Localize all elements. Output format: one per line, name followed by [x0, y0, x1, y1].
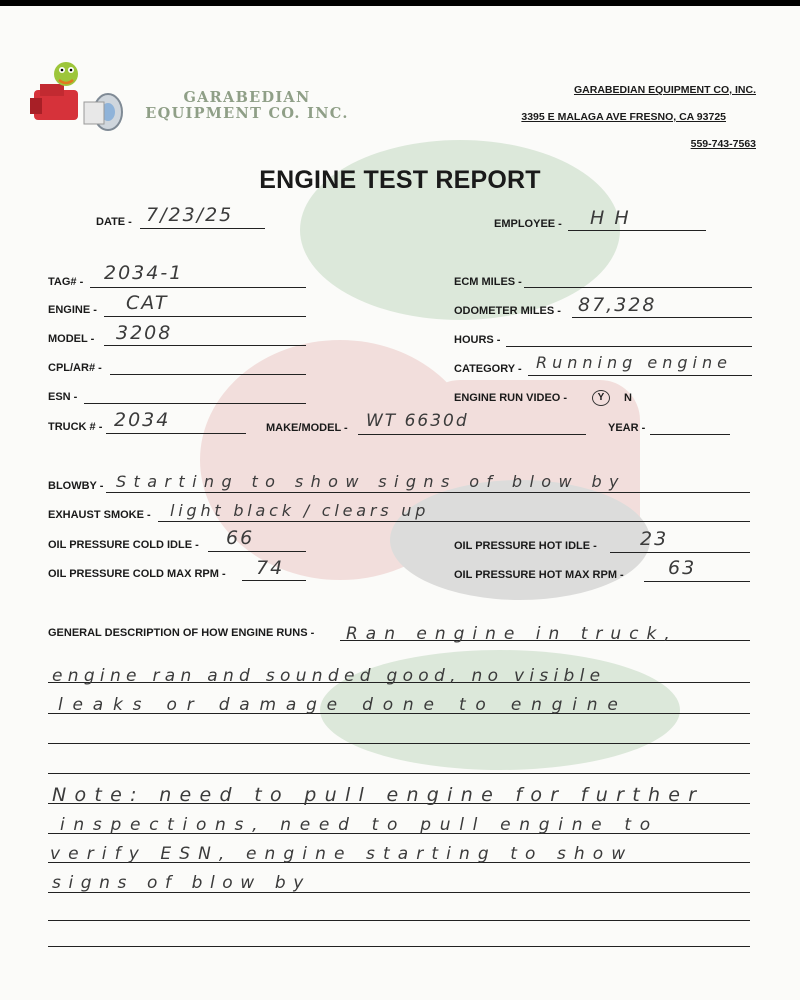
description-text[interactable]: Note: need to pull engine for further: [52, 784, 705, 806]
oil-cold-idle-value[interactable]: 66: [226, 527, 255, 549]
make-model-line: [358, 434, 586, 435]
category-value[interactable]: Running engine: [536, 353, 732, 372]
engine-value[interactable]: CAT: [126, 292, 169, 314]
employee-label: EMPLOYEE -: [494, 218, 562, 230]
cpl-line: [110, 374, 306, 375]
truck-line: [106, 433, 246, 434]
esn-label: ESN -: [48, 391, 78, 403]
model-line: [104, 345, 306, 346]
oil-hot-idle-label: OIL PRESSURE HOT IDLE -: [454, 540, 597, 552]
make-model-value[interactable]: WT 6630d: [366, 411, 469, 431]
odometer-label: ODOMETER MILES -: [454, 305, 561, 317]
date-value[interactable]: 7/23/25: [146, 204, 234, 226]
ecm-miles-label: ECM MILES -: [454, 276, 522, 288]
truck-value[interactable]: 2034: [114, 409, 171, 431]
description-text[interactable]: inspections, need to pull engine to: [60, 815, 659, 835]
logo-company-name: GARABEDIAN EQUIPMENT CO. INC.: [145, 89, 349, 122]
company-phone: 559-743-7563: [690, 138, 756, 150]
description-text[interactable]: signs of blow by: [52, 873, 311, 893]
engine-run-video-label: ENGINE RUN VIDEO -: [454, 392, 568, 404]
description-text[interactable]: leaks or damage done to engine: [58, 695, 628, 715]
video-no-option[interactable]: N: [624, 392, 632, 404]
make-model-label: MAKE/MODEL -: [266, 422, 348, 434]
oil-cold-idle-line: [208, 551, 306, 552]
oil-cold-max-label: OIL PRESSURE COLD MAX RPM -: [48, 568, 226, 580]
description-text[interactable]: verify ESN, engine starting to show: [50, 844, 634, 864]
engine-label: ENGINE -: [48, 304, 97, 316]
hours-label: HOURS -: [454, 334, 501, 346]
blowby-label: BLOWBY -: [48, 480, 104, 492]
exhaust-smoke-value[interactable]: light black / clears up: [170, 501, 430, 520]
exhaust-smoke-label: EXHAUST SMOKE -: [48, 509, 151, 521]
blowby-value[interactable]: Starting to show signs of blow by: [116, 472, 626, 491]
oil-cold-max-line: [242, 580, 306, 581]
engine-line: [104, 316, 306, 317]
exhaust-smoke-line: [158, 521, 750, 522]
report-title: ENGINE TEST REPORT: [259, 166, 541, 194]
oil-cold-idle-label: OIL PRESSURE COLD IDLE -: [48, 539, 199, 551]
watermark-logo: [160, 120, 720, 880]
description-line: [48, 920, 750, 921]
company-name: GARABEDIAN EQUIPMENT CO, INC.: [573, 84, 756, 96]
model-value[interactable]: 3208: [116, 322, 173, 344]
oil-hot-max-label: OIL PRESSURE HOT MAX RPM -: [454, 569, 624, 581]
year-label: YEAR -: [608, 422, 646, 434]
company-logo: [26, 54, 136, 144]
general-description-label: GENERAL DESCRIPTION OF HOW ENGINE RUNS -: [48, 627, 315, 639]
oil-hot-max-line: [644, 581, 750, 582]
top-border: [0, 0, 800, 6]
employee-line: [568, 230, 706, 231]
odometer-line: [572, 317, 752, 318]
year-line: [650, 434, 730, 435]
tag-label: TAG# -: [48, 276, 84, 288]
ecm-miles-line: [524, 287, 752, 288]
description-line: [48, 946, 750, 947]
category-label: CATEGORY -: [454, 363, 522, 375]
oil-hot-idle-line: [610, 552, 750, 553]
category-line: [528, 375, 752, 376]
date-label: DATE -: [96, 216, 132, 228]
oil-cold-max-value[interactable]: 74: [256, 557, 285, 579]
date-line: [140, 228, 265, 229]
hours-line: [506, 346, 752, 347]
truck-label: TRUCK # -: [48, 421, 103, 433]
description-text[interactable]: Ran engine in truck,: [346, 624, 678, 644]
employee-value[interactable]: H H: [590, 207, 631, 229]
company-address: 3395 E MALAGA AVE FRESNO, CA 93725: [521, 111, 726, 123]
description-line: [48, 773, 750, 774]
description-text[interactable]: engine ran and sounded good, no visible: [52, 666, 606, 686]
tag-line: [90, 287, 306, 288]
cpl-label: CPL/AR# -: [48, 362, 102, 374]
model-label: MODEL -: [48, 333, 95, 345]
description-line: [48, 743, 750, 744]
tag-value[interactable]: 2034-1: [104, 262, 184, 284]
esn-line: [84, 403, 306, 404]
video-yes-option[interactable]: Y: [592, 390, 610, 406]
oil-hot-max-value[interactable]: 63: [668, 557, 697, 579]
odometer-value[interactable]: 87,328: [578, 294, 657, 316]
oil-hot-idle-value[interactable]: 23: [640, 528, 669, 550]
blowby-line: [106, 492, 750, 493]
